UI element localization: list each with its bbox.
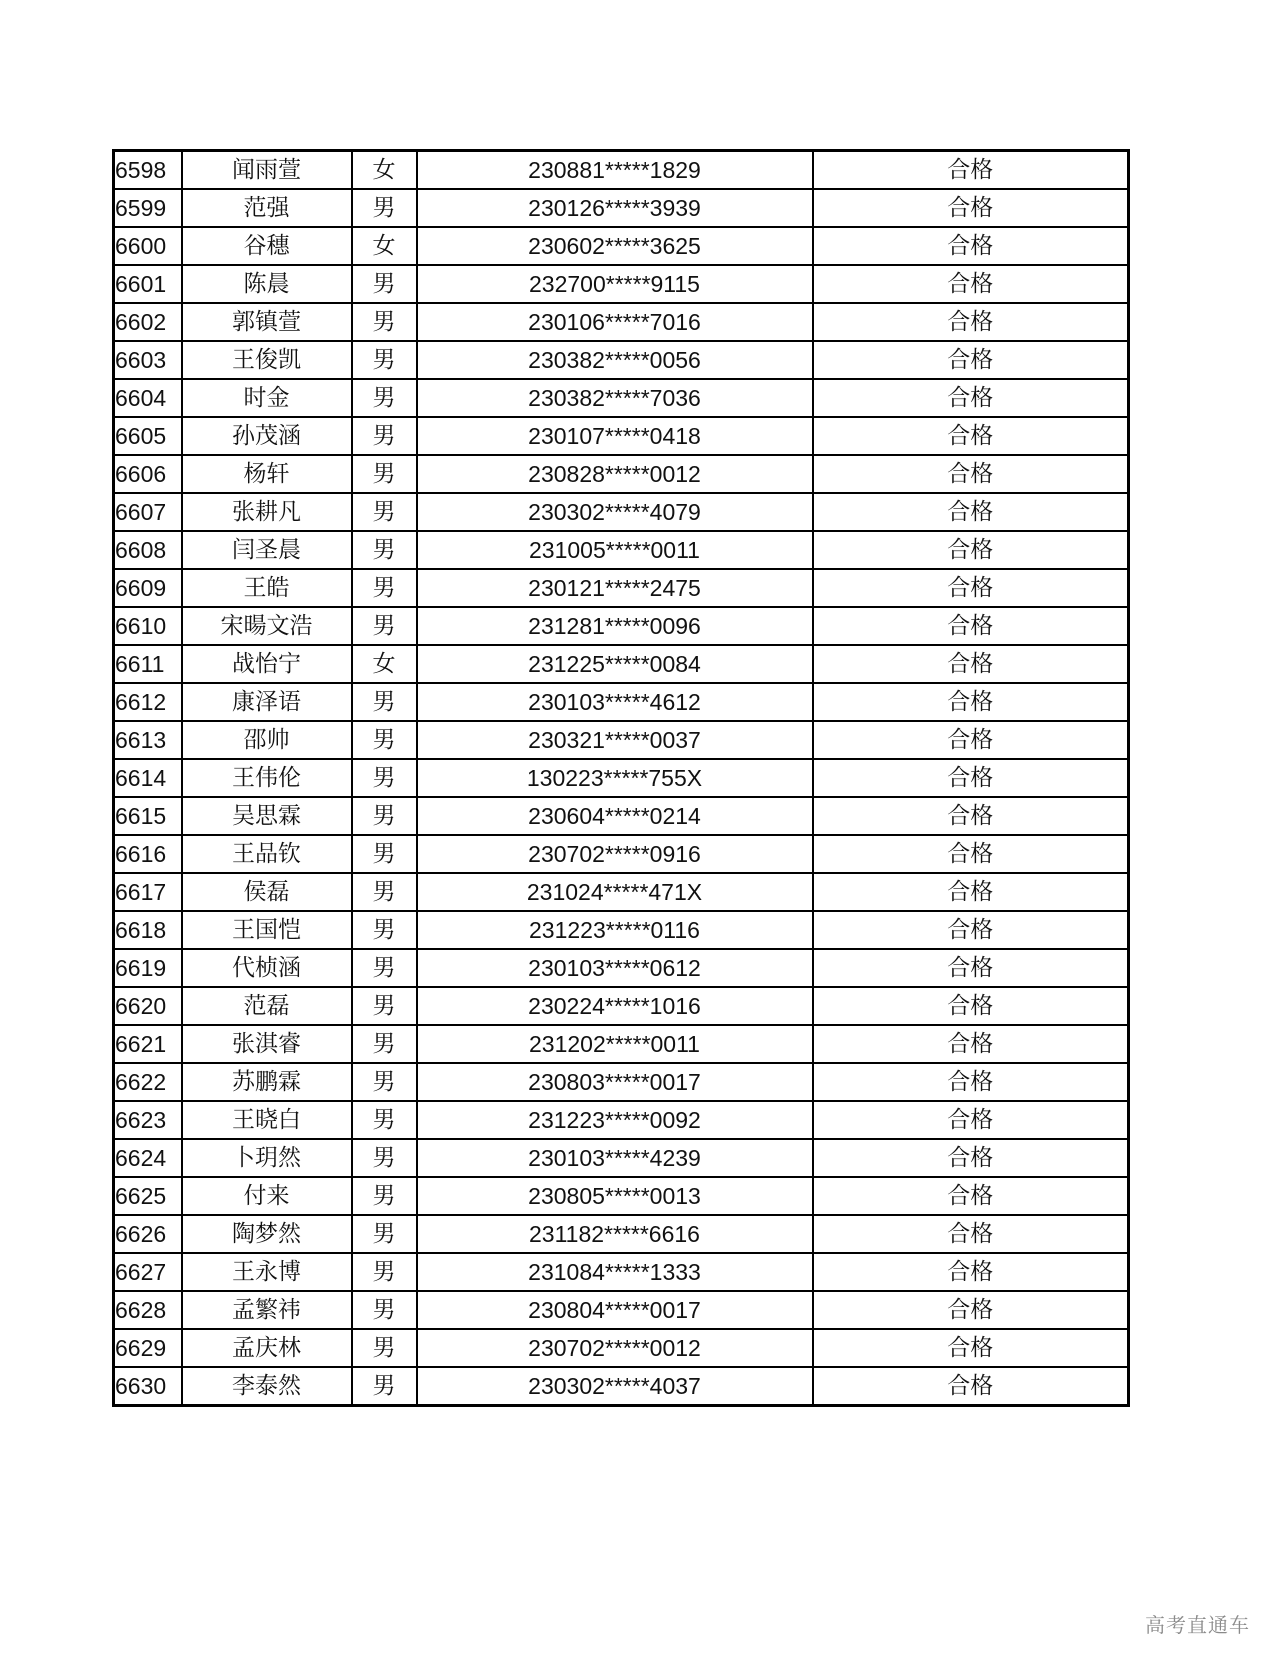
gender-cell: 男 <box>352 1101 417 1139</box>
table-row <box>114 797 1129 835</box>
gender-cell: 男 <box>352 1329 417 1367</box>
candidate-name: 闻雨萱 <box>182 151 352 190</box>
candidate-name: 王晓白 <box>182 1101 352 1139</box>
result-cell: 合格 <box>813 531 1129 569</box>
result-cell: 合格 <box>813 493 1129 531</box>
id-number: 230126*****3939 <box>417 189 813 227</box>
id-number: 230803*****0017 <box>417 1063 813 1101</box>
candidate-name: 陈晨 <box>182 265 352 303</box>
table-row <box>114 987 1129 1025</box>
candidate-name: 康泽语 <box>182 683 352 721</box>
row-number: 6611 <box>114 645 182 683</box>
id-number: 230804*****0017 <box>417 1291 813 1329</box>
row-number: 6612 <box>114 683 182 721</box>
result-cell: 合格 <box>813 607 1129 645</box>
row-number: 6622 <box>114 1063 182 1101</box>
result-cell: 合格 <box>813 189 1129 227</box>
row-number: 6629 <box>114 1329 182 1367</box>
candidate-name: 王国恺 <box>182 911 352 949</box>
id-number: 230805*****0013 <box>417 1177 813 1215</box>
row-number: 6601 <box>114 265 182 303</box>
row-number: 6598 <box>114 151 182 190</box>
candidate-name: 张耕凡 <box>182 493 352 531</box>
candidate-name: 邵帅 <box>182 721 352 759</box>
candidate-name: 王永博 <box>182 1253 352 1291</box>
watermark: 高考直通车 <box>1145 1613 1250 1637</box>
candidate-name: 战怡宁 <box>182 645 352 683</box>
row-number: 6626 <box>114 1215 182 1253</box>
gender-cell: 男 <box>352 1139 417 1177</box>
candidate-name: 孟繁祎 <box>182 1291 352 1329</box>
id-number: 230702*****0012 <box>417 1329 813 1367</box>
candidate-name: 王品钦 <box>182 835 352 873</box>
table-row <box>114 303 1129 341</box>
candidate-name: 范磊 <box>182 987 352 1025</box>
table-row <box>114 1101 1129 1139</box>
id-number: 230121*****2475 <box>417 569 813 607</box>
table-row <box>114 151 1129 190</box>
table-row <box>114 379 1129 417</box>
result-cell: 合格 <box>813 873 1129 911</box>
table-row <box>114 1291 1129 1329</box>
candidate-name: 王俊凯 <box>182 341 352 379</box>
gender-cell: 女 <box>352 151 417 190</box>
table-row <box>114 759 1129 797</box>
result-cell: 合格 <box>813 569 1129 607</box>
id-number: 231223*****0116 <box>417 911 813 949</box>
table-row <box>114 531 1129 569</box>
gender-cell: 男 <box>352 607 417 645</box>
id-number: 230103*****4239 <box>417 1139 813 1177</box>
row-number: 6604 <box>114 379 182 417</box>
table-row <box>114 1025 1129 1063</box>
gender-cell: 男 <box>352 569 417 607</box>
result-cell: 合格 <box>813 1101 1129 1139</box>
table-row <box>114 189 1129 227</box>
id-number: 231225*****0084 <box>417 645 813 683</box>
gender-cell: 男 <box>352 1253 417 1291</box>
id-number: 231182*****6616 <box>417 1215 813 1253</box>
candidate-name: 王伟伦 <box>182 759 352 797</box>
gender-cell: 男 <box>352 455 417 493</box>
gender-cell: 男 <box>352 303 417 341</box>
row-number: 6627 <box>114 1253 182 1291</box>
candidate-name: 侯磊 <box>182 873 352 911</box>
row-number: 6617 <box>114 873 182 911</box>
row-number: 6599 <box>114 189 182 227</box>
gender-cell: 男 <box>352 1177 417 1215</box>
row-number: 6607 <box>114 493 182 531</box>
gender-cell: 男 <box>352 759 417 797</box>
gender-cell: 男 <box>352 721 417 759</box>
result-cell: 合格 <box>813 151 1129 190</box>
gender-cell: 男 <box>352 1063 417 1101</box>
id-number: 230103*****4612 <box>417 683 813 721</box>
candidate-name: 付来 <box>182 1177 352 1215</box>
row-number: 6623 <box>114 1101 182 1139</box>
table-row <box>114 227 1129 265</box>
gender-cell: 男 <box>352 1367 417 1406</box>
candidate-name: 宋暘文浩 <box>182 607 352 645</box>
gender-cell: 男 <box>352 1025 417 1063</box>
id-number: 231024*****471X <box>417 873 813 911</box>
id-number: 230828*****0012 <box>417 455 813 493</box>
table-row <box>114 1329 1129 1367</box>
result-cell: 合格 <box>813 645 1129 683</box>
candidate-name: 郭镇萱 <box>182 303 352 341</box>
result-cell: 合格 <box>813 1025 1129 1063</box>
gender-cell: 男 <box>352 417 417 455</box>
candidate-name: 代桢涵 <box>182 949 352 987</box>
result-cell: 合格 <box>813 1329 1129 1367</box>
table-row <box>114 721 1129 759</box>
id-number: 231084*****1333 <box>417 1253 813 1291</box>
result-cell: 合格 <box>813 835 1129 873</box>
id-number: 230881*****1829 <box>417 151 813 190</box>
candidate-name: 孟庆林 <box>182 1329 352 1367</box>
gender-cell: 男 <box>352 531 417 569</box>
gender-cell: 女 <box>352 645 417 683</box>
row-number: 6620 <box>114 987 182 1025</box>
row-number: 6619 <box>114 949 182 987</box>
roster-body <box>114 151 1129 1406</box>
table-row <box>114 607 1129 645</box>
table-row <box>114 1139 1129 1177</box>
row-number: 6608 <box>114 531 182 569</box>
result-cell: 合格 <box>813 341 1129 379</box>
result-cell: 合格 <box>813 417 1129 455</box>
table-row <box>114 417 1129 455</box>
result-cell: 合格 <box>813 227 1129 265</box>
result-cell: 合格 <box>813 949 1129 987</box>
row-number: 6600 <box>114 227 182 265</box>
gender-cell: 男 <box>352 949 417 987</box>
id-number: 230321*****0037 <box>417 721 813 759</box>
table-row <box>114 645 1129 683</box>
id-number: 231281*****0096 <box>417 607 813 645</box>
gender-cell: 男 <box>352 189 417 227</box>
result-cell: 合格 <box>813 265 1129 303</box>
row-number: 6609 <box>114 569 182 607</box>
row-number: 6630 <box>114 1367 182 1406</box>
row-number: 6615 <box>114 797 182 835</box>
result-cell: 合格 <box>813 379 1129 417</box>
row-number: 6628 <box>114 1291 182 1329</box>
id-number: 230702*****0916 <box>417 835 813 873</box>
result-cell: 合格 <box>813 303 1129 341</box>
id-number: 230604*****0214 <box>417 797 813 835</box>
result-cell: 合格 <box>813 759 1129 797</box>
gender-cell: 女 <box>352 227 417 265</box>
row-number: 6614 <box>114 759 182 797</box>
candidate-name: 陶梦然 <box>182 1215 352 1253</box>
result-cell: 合格 <box>813 1291 1129 1329</box>
row-number: 6610 <box>114 607 182 645</box>
table-row <box>114 1253 1129 1291</box>
id-number: 230107*****0418 <box>417 417 813 455</box>
gender-cell: 男 <box>352 683 417 721</box>
gender-cell: 男 <box>352 873 417 911</box>
row-number: 6606 <box>114 455 182 493</box>
gender-cell: 男 <box>352 835 417 873</box>
id-number: 231202*****0011 <box>417 1025 813 1063</box>
row-number: 6624 <box>114 1139 182 1177</box>
table-row <box>114 683 1129 721</box>
table-row <box>114 1177 1129 1215</box>
result-cell: 合格 <box>813 683 1129 721</box>
table-row <box>114 455 1129 493</box>
table-row <box>114 873 1129 911</box>
candidate-name: 范强 <box>182 189 352 227</box>
gender-cell: 男 <box>352 265 417 303</box>
id-number: 130223*****755X <box>417 759 813 797</box>
candidate-name: 李泰然 <box>182 1367 352 1406</box>
table-row <box>114 493 1129 531</box>
table-row <box>114 1063 1129 1101</box>
result-cell: 合格 <box>813 1063 1129 1101</box>
gender-cell: 男 <box>352 1291 417 1329</box>
table-row <box>114 949 1129 987</box>
row-number: 6613 <box>114 721 182 759</box>
result-cell: 合格 <box>813 911 1129 949</box>
id-number: 230302*****4037 <box>417 1367 813 1406</box>
candidate-name: 王皓 <box>182 569 352 607</box>
candidate-name: 谷穗 <box>182 227 352 265</box>
row-number: 6602 <box>114 303 182 341</box>
row-number: 6621 <box>114 1025 182 1063</box>
row-number: 6603 <box>114 341 182 379</box>
table-row <box>114 341 1129 379</box>
row-number: 6618 <box>114 911 182 949</box>
gender-cell: 男 <box>352 1215 417 1253</box>
candidate-name: 孙茂涵 <box>182 417 352 455</box>
gender-cell: 男 <box>352 911 417 949</box>
row-number: 6616 <box>114 835 182 873</box>
id-number: 230382*****7036 <box>417 379 813 417</box>
table-row <box>114 1367 1129 1406</box>
gender-cell: 男 <box>352 341 417 379</box>
result-cell: 合格 <box>813 1215 1129 1253</box>
gender-cell: 男 <box>352 987 417 1025</box>
candidate-name: 卜玥然 <box>182 1139 352 1177</box>
table-row <box>114 265 1129 303</box>
candidate-name: 张淇睿 <box>182 1025 352 1063</box>
id-number: 231223*****0092 <box>417 1101 813 1139</box>
result-cell: 合格 <box>813 987 1129 1025</box>
id-number: 231005*****0011 <box>417 531 813 569</box>
result-cell: 合格 <box>813 1177 1129 1215</box>
result-cell: 合格 <box>813 1367 1129 1406</box>
id-number: 230302*****4079 <box>417 493 813 531</box>
gender-cell: 男 <box>352 797 417 835</box>
candidate-name: 吴思霖 <box>182 797 352 835</box>
id-number: 230382*****0056 <box>417 341 813 379</box>
gender-cell: 男 <box>352 379 417 417</box>
id-number: 230224*****1016 <box>417 987 813 1025</box>
row-number: 6605 <box>114 417 182 455</box>
candidate-name: 苏鹏霖 <box>182 1063 352 1101</box>
id-number: 230602*****3625 <box>417 227 813 265</box>
id-number: 230103*****0612 <box>417 949 813 987</box>
candidate-name: 杨轩 <box>182 455 352 493</box>
table-row <box>114 835 1129 873</box>
table-row <box>114 911 1129 949</box>
id-number: 232700*****9115 <box>417 265 813 303</box>
gender-cell: 男 <box>352 493 417 531</box>
id-number: 230106*****7016 <box>417 303 813 341</box>
result-cell: 合格 <box>813 455 1129 493</box>
row-number: 6625 <box>114 1177 182 1215</box>
table-row <box>114 1215 1129 1253</box>
result-cell: 合格 <box>813 721 1129 759</box>
candidate-name: 闫圣晨 <box>182 531 352 569</box>
roster-table <box>112 149 1130 1407</box>
result-cell: 合格 <box>813 1253 1129 1291</box>
candidate-name: 时金 <box>182 379 352 417</box>
table-row <box>114 569 1129 607</box>
result-cell: 合格 <box>813 797 1129 835</box>
result-cell: 合格 <box>813 1139 1129 1177</box>
